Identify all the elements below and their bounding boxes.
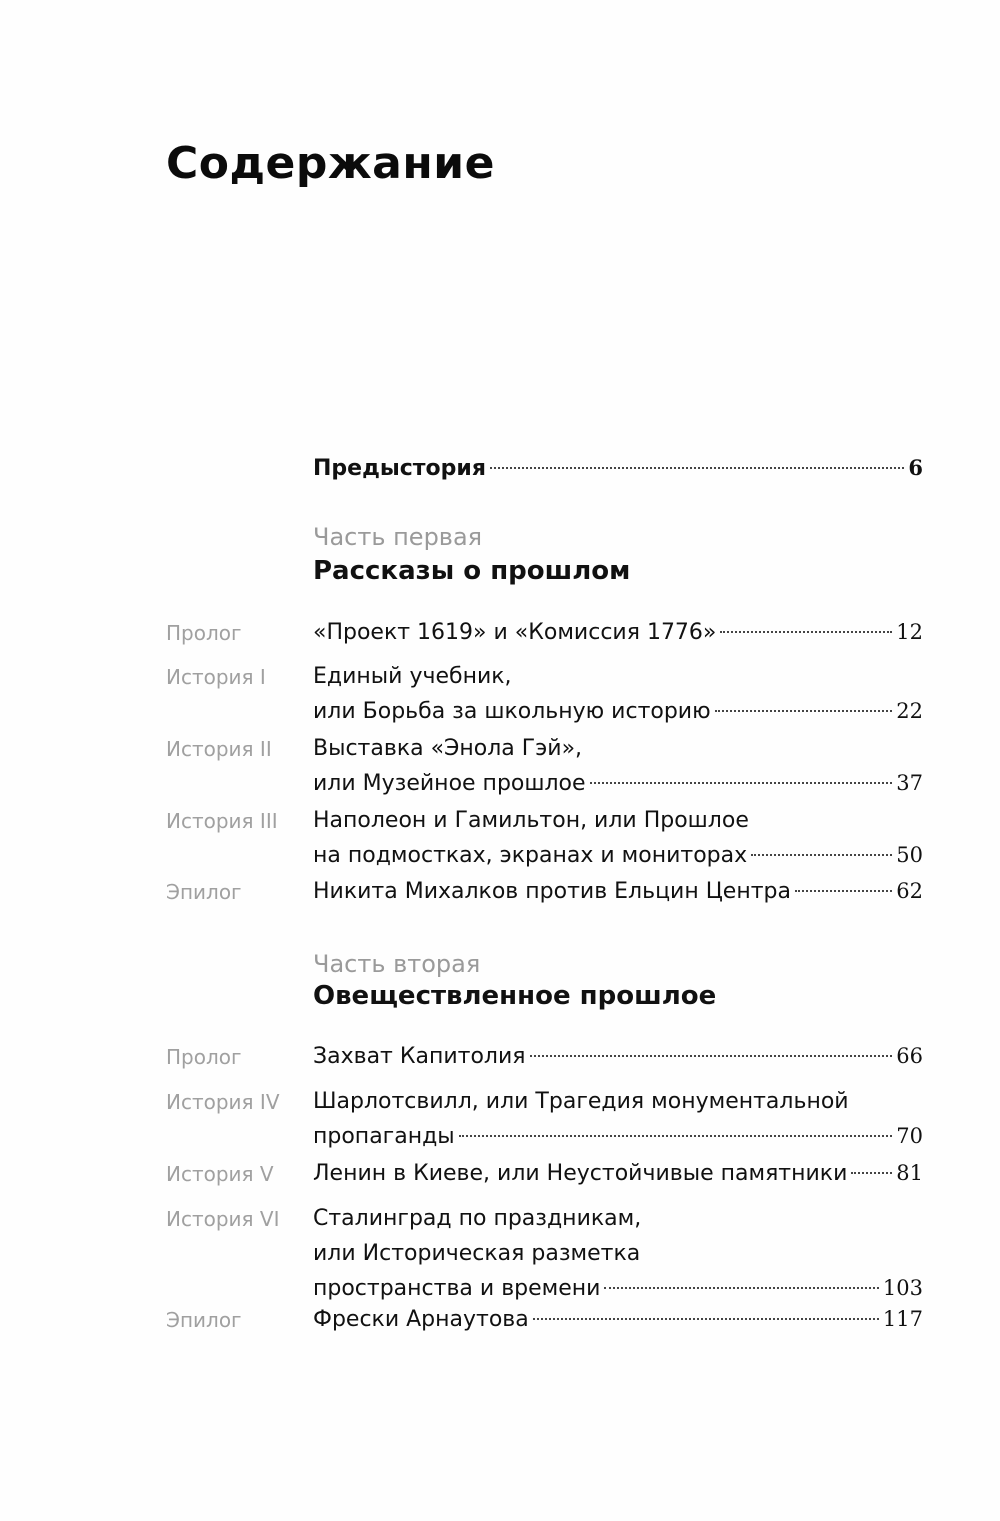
part-label: Часть вторая <box>313 950 481 978</box>
entry-title: пропаганды <box>313 1124 455 1149</box>
entry-title: пространства и времени <box>313 1276 601 1301</box>
dot-leader <box>851 1172 892 1174</box>
entry-title: Выставка «Энола Гэй», <box>313 736 583 761</box>
entry-label: История II <box>166 737 272 761</box>
page-number: 50 <box>896 843 923 867</box>
page-number: 81 <box>896 1161 923 1185</box>
part-title: Рассказы о прошлом <box>313 556 631 586</box>
dot-leader <box>720 631 892 633</box>
page-number: 22 <box>896 699 923 723</box>
dot-leader <box>490 467 904 469</box>
entry-label: Пролог <box>166 621 242 645</box>
entry-label: История I <box>166 665 266 689</box>
page-number: 66 <box>896 1044 923 1068</box>
entry-label: История IV <box>166 1090 280 1114</box>
entry-label: История VI <box>166 1207 280 1231</box>
dot-leader <box>751 854 892 856</box>
page-title: Содержание <box>166 138 495 189</box>
page-number: 70 <box>896 1124 923 1148</box>
part-label: Часть первая <box>313 523 483 551</box>
entry-title: Ленин в Киеве, или Неустойчивые памятники <box>313 1161 848 1186</box>
dot-leader <box>533 1318 879 1320</box>
entry-title: Никита Михалков против Ельцин Центра <box>313 879 791 904</box>
entry-label: История III <box>166 809 278 833</box>
entry-title: Предыстория <box>313 456 486 481</box>
page-number: 117 <box>882 1307 923 1331</box>
entry-title: Наполеон и Гамильтон, или Прошлое <box>313 808 749 833</box>
dot-leader <box>715 710 893 712</box>
entry-label: Пролог <box>166 1045 242 1069</box>
page-number: 6 <box>908 455 923 480</box>
part-title: Овеществленное прошлое <box>313 981 717 1011</box>
entry-title: или Борьба за школьную историю <box>313 699 711 724</box>
page-number: 62 <box>896 879 923 903</box>
dot-leader <box>459 1135 893 1137</box>
entry-title: Фрески Арнаутова <box>313 1307 529 1332</box>
dot-leader <box>530 1055 893 1057</box>
page-number: 103 <box>882 1276 923 1300</box>
dot-leader <box>795 890 892 892</box>
entry-title: Шарлотсвилл, или Трагедия монументальной <box>313 1089 849 1114</box>
entry-title: «Проект 1619» и «Комиссия 1776» <box>313 620 717 645</box>
dot-leader <box>590 782 893 784</box>
entry-title: Захват Капитолия <box>313 1044 526 1069</box>
entry-title: Единый учебник, <box>313 664 512 689</box>
entry-title: или Музейное прошлое <box>313 771 586 796</box>
entry-title: Сталинград по праздникам, <box>313 1206 642 1231</box>
entry-title: или Историческая разметка <box>313 1241 641 1266</box>
entry-label: Эпилог <box>166 1308 242 1332</box>
page-number: 37 <box>896 771 923 795</box>
entry-label: История V <box>166 1162 274 1186</box>
dot-leader <box>604 1287 878 1289</box>
entry-title: на подмостках, экранах и мониторах <box>313 843 748 868</box>
entry-label: Эпилог <box>166 880 242 904</box>
page-number: 12 <box>896 620 923 644</box>
